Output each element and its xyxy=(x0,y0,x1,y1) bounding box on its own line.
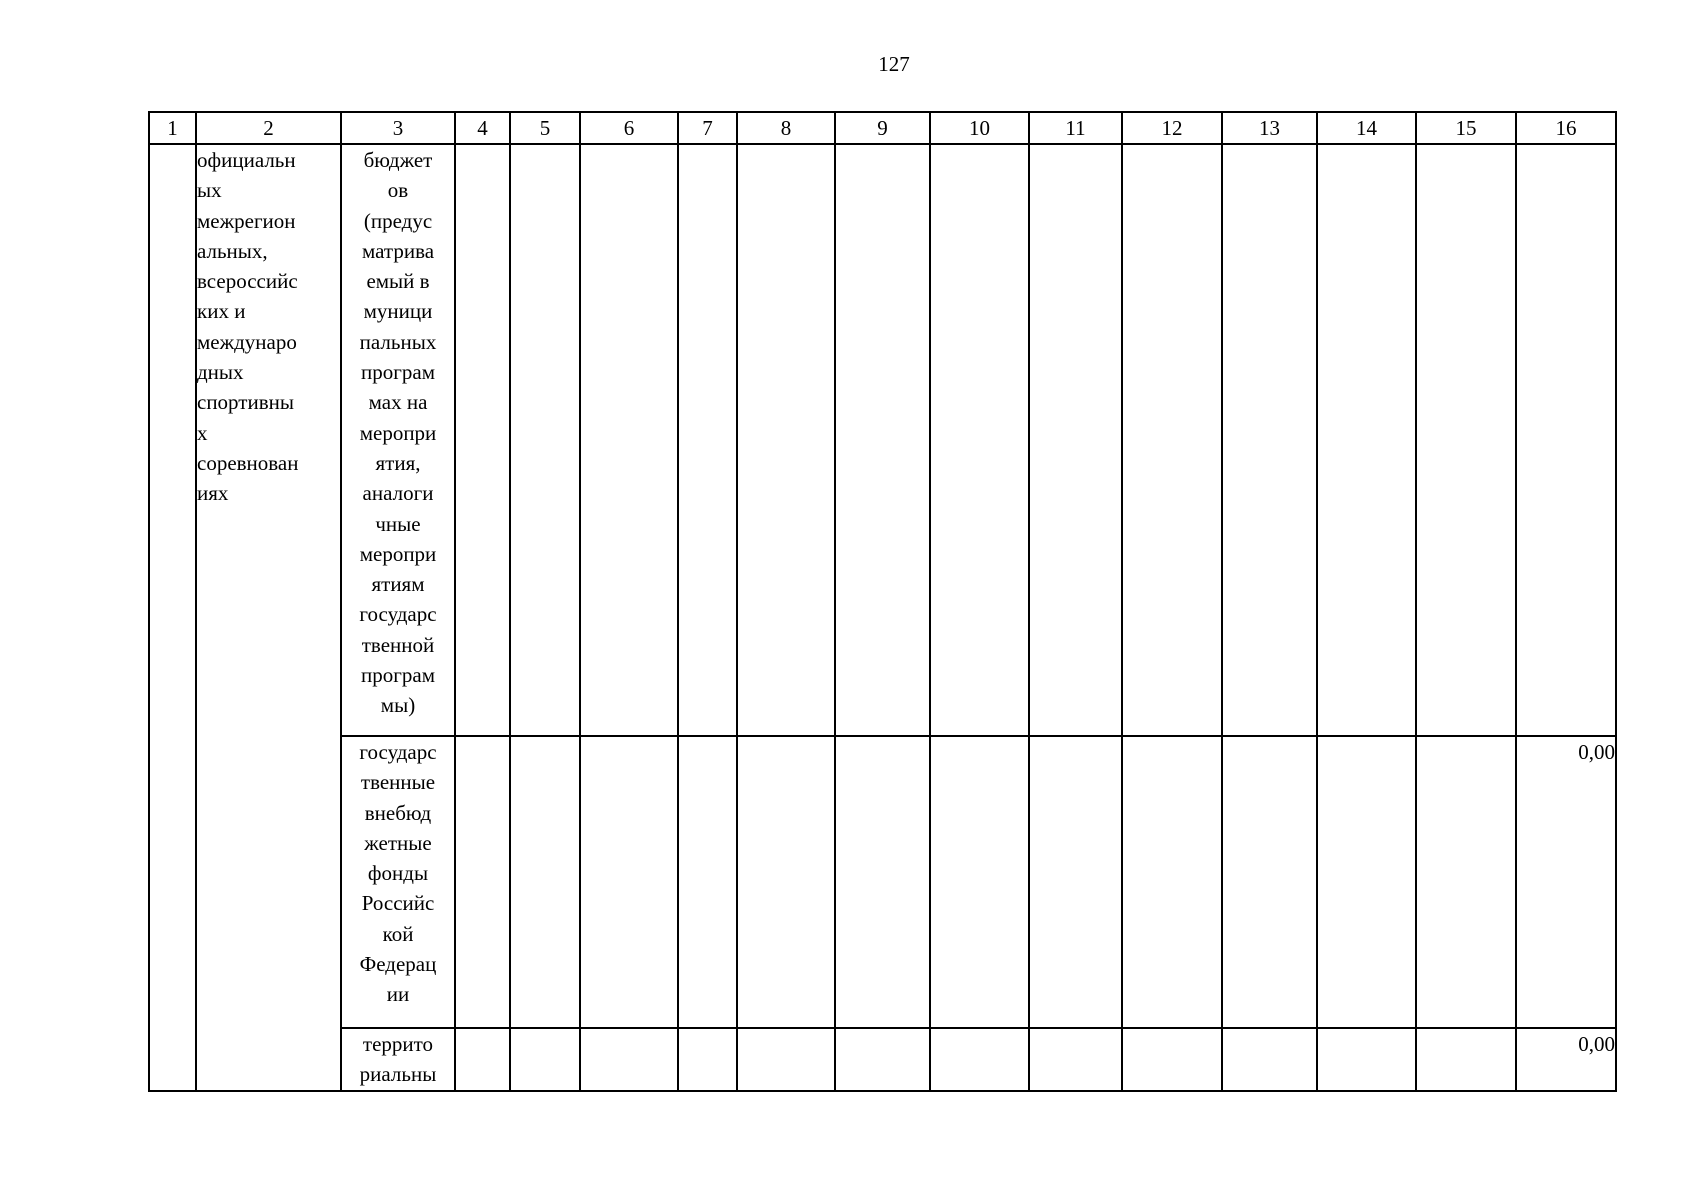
table-cell xyxy=(1122,736,1222,1028)
header-cell-7: 7 xyxy=(678,112,737,144)
table-cell xyxy=(580,1028,678,1091)
table-cell xyxy=(1416,736,1516,1028)
table-cell xyxy=(1317,144,1416,736)
table-cell xyxy=(1029,736,1122,1028)
table-cell xyxy=(678,144,737,736)
header-cell-8: 8 xyxy=(737,112,835,144)
header-cell-2: 2 xyxy=(196,112,341,144)
table-row xyxy=(149,144,1616,736)
event-description-cell: официальн ых межрегион альных, всероссийс ких и междунаро дных спортивны х соревнован иях xyxy=(196,144,341,1091)
funding-source-cell: бюджет ов (предус матрива емый в муници пальных програм мах на меропри ятия, аналоги чные меропри ятиям государс твенной програм мы) xyxy=(341,144,455,736)
table-cell xyxy=(1222,736,1317,1028)
header-cell-12: 12 xyxy=(1122,112,1222,144)
table-cell xyxy=(1222,1028,1317,1091)
header-cell-9: 9 xyxy=(835,112,930,144)
page-number: 127 xyxy=(878,52,910,76)
table-cell xyxy=(678,736,737,1028)
table-cell xyxy=(1122,144,1222,736)
table-cell xyxy=(678,1028,737,1091)
header-cell-11: 11 xyxy=(1029,112,1122,144)
header-cell-6: 6 xyxy=(580,112,678,144)
total-cell: 0,00 xyxy=(1516,736,1616,1028)
row-number-cell xyxy=(149,144,196,1091)
table-cell xyxy=(737,1028,835,1091)
table-cell xyxy=(930,144,1029,736)
header-cell-10: 10 xyxy=(930,112,1029,144)
header-cell-16: 16 xyxy=(1516,112,1616,144)
table-cell xyxy=(737,736,835,1028)
table-cell xyxy=(737,144,835,736)
header-cell-13: 13 xyxy=(1222,112,1317,144)
budget-table xyxy=(148,111,1617,1092)
table-cell xyxy=(455,144,510,736)
table-cell xyxy=(1317,1028,1416,1091)
table-cell xyxy=(930,736,1029,1028)
table-row xyxy=(149,736,1616,1028)
table-cell xyxy=(455,1028,510,1091)
total-cell: 0,00 xyxy=(1516,1028,1616,1091)
table-row xyxy=(149,1028,1616,1091)
table-cell xyxy=(835,1028,930,1091)
table-cell xyxy=(455,736,510,1028)
table-cell xyxy=(1122,1028,1222,1091)
table-cell xyxy=(930,1028,1029,1091)
table-cell xyxy=(580,736,678,1028)
header-cell-3: 3 xyxy=(341,112,455,144)
table-cell xyxy=(510,144,580,736)
header-cell-14: 14 xyxy=(1317,112,1416,144)
table-cell xyxy=(580,144,678,736)
table-cell xyxy=(1222,144,1317,736)
funding-source-cell: террито риальны xyxy=(341,1028,455,1091)
header-cell-15: 15 xyxy=(1416,112,1516,144)
header-cell-4: 4 xyxy=(455,112,510,144)
table-cell xyxy=(1029,144,1122,736)
header-cell-1: 1 xyxy=(149,112,196,144)
table-cell xyxy=(1416,144,1516,736)
table-cell xyxy=(1317,736,1416,1028)
funding-source-cell: государс твенные внебюд жетные фонды Российс кой Федерац ии xyxy=(341,736,455,1028)
table-cell xyxy=(835,144,930,736)
table-header-row xyxy=(149,112,1616,144)
table-cell xyxy=(510,1028,580,1091)
header-cell-5: 5 xyxy=(510,112,580,144)
table-cell xyxy=(1416,1028,1516,1091)
table-cell xyxy=(835,736,930,1028)
table-cell xyxy=(510,736,580,1028)
table-cell xyxy=(1029,1028,1122,1091)
total-cell xyxy=(1516,144,1616,736)
